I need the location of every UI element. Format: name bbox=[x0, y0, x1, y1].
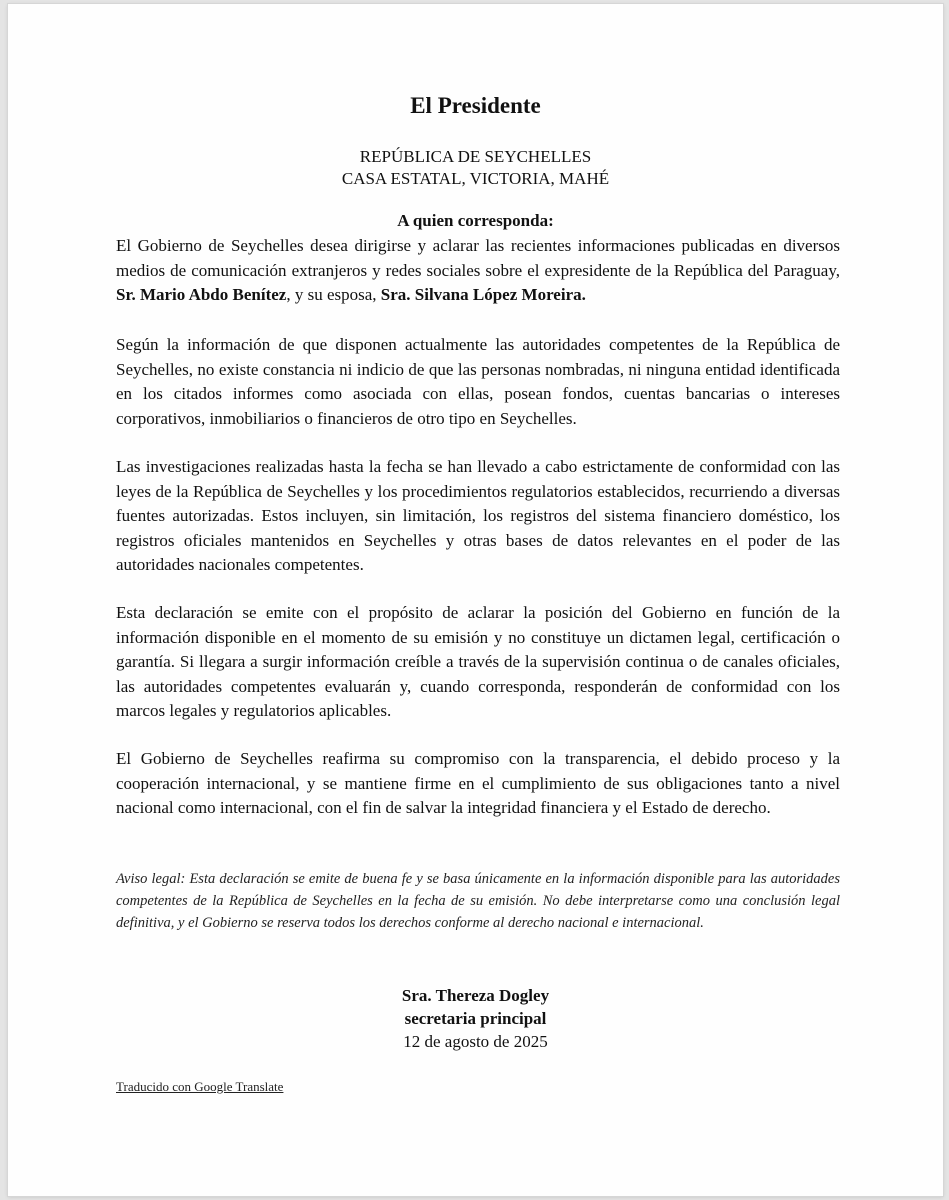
greeting: A quien corresponda: bbox=[397, 211, 554, 230]
paragraph-findings: Según la información de que disponen actualmente las autoridades competentes de la República de Seychelles, no existe constancia ni indicio de que las personas nombradas, ni ninguna entidad identificada en los citados informes como asociada con ellas, posean fondos, cuentas bancarias o intereses corporativos, inmobiliarios o financieros de otro tipo en Seychelles. bbox=[116, 335, 840, 428]
intro-text-a: El Gobierno de Seychelles desea dirigirse y aclarar las recientes informaciones publicadas en diversos medios de comunicación extranjeros y redes sociales sobre el expresidente de la República del Paraguay, bbox=[116, 236, 840, 280]
signatory-name: Sra. Thereza Dogley bbox=[401, 986, 550, 1005]
former-president-name: Sr. Mario Abdo Benítez bbox=[116, 285, 287, 304]
address-header: CASA ESTATAL, VICTORIA, MAHÉ bbox=[341, 169, 610, 188]
country-header: REPÚBLICA DE SEYCHELLES bbox=[359, 147, 592, 166]
document-page bbox=[8, 4, 943, 1196]
translation-note: Traducido con Google Translate bbox=[116, 1079, 284, 1094]
paragraph-purpose: Esta declaración se emite con el propósito de aclarar la posición del Gobierno en función de la información disponible en el momento de su emisión y no constituye un dictamen legal, certificación o garantía. Si llegara a surgir información creíble a través de la supervisión continua o de canales oficiales, las autoridades competentes evaluarán y, cuando corresponda, responderán de conformidad con los marcos legales y regulatorios aplicables. bbox=[116, 603, 840, 720]
spouse-name: Sra. Silvana López Moreira. bbox=[380, 285, 586, 304]
letter-date: 12 de agosto de 2025 bbox=[403, 1032, 548, 1051]
paragraph-intro bbox=[116, 234, 840, 308]
paragraph-investigations: Las investigaciones realizadas hasta la fecha se han llevado a cabo estrictamente de conformidad con las leyes de la República de Seychelles y los procedimientos regulatorios establecidos, recurriendo a diversas fuentes autorizadas. Estos incluyen, sin limitación, los registros del sistema financiero doméstico, los registros oficiales mantenidos en Seychelles y otras bases de datos relevantes en el poder de las autoridades nacionales competentes. bbox=[116, 457, 840, 574]
signatory-title: secretaria principal bbox=[404, 1009, 547, 1028]
legal-disclaimer: Aviso legal: Esta declaración se emite de buena fe y se basa únicamente en la información disponible para las autoridades competentes de la República de Seychelles en la fecha de su emisión. No debe interpretarse como una conclusión legal definitiva, y el Gobierno se reserva todos los derechos conforme al derecho nacional e internacional. bbox=[116, 871, 840, 931]
letter-title: El Presidente bbox=[410, 93, 541, 118]
intro-text-b: , y su esposa, bbox=[286, 285, 381, 304]
paragraph-commitment: El Gobierno de Seychelles reafirma su compromiso con la transparencia, el debido proceso y la cooperación internacional, y se mantiene firme en el cumplimiento de sus obligaciones tanto a nivel nacional como internacional, con el fin de salvar la integridad financiera y el Estado de derecho. bbox=[116, 749, 840, 817]
